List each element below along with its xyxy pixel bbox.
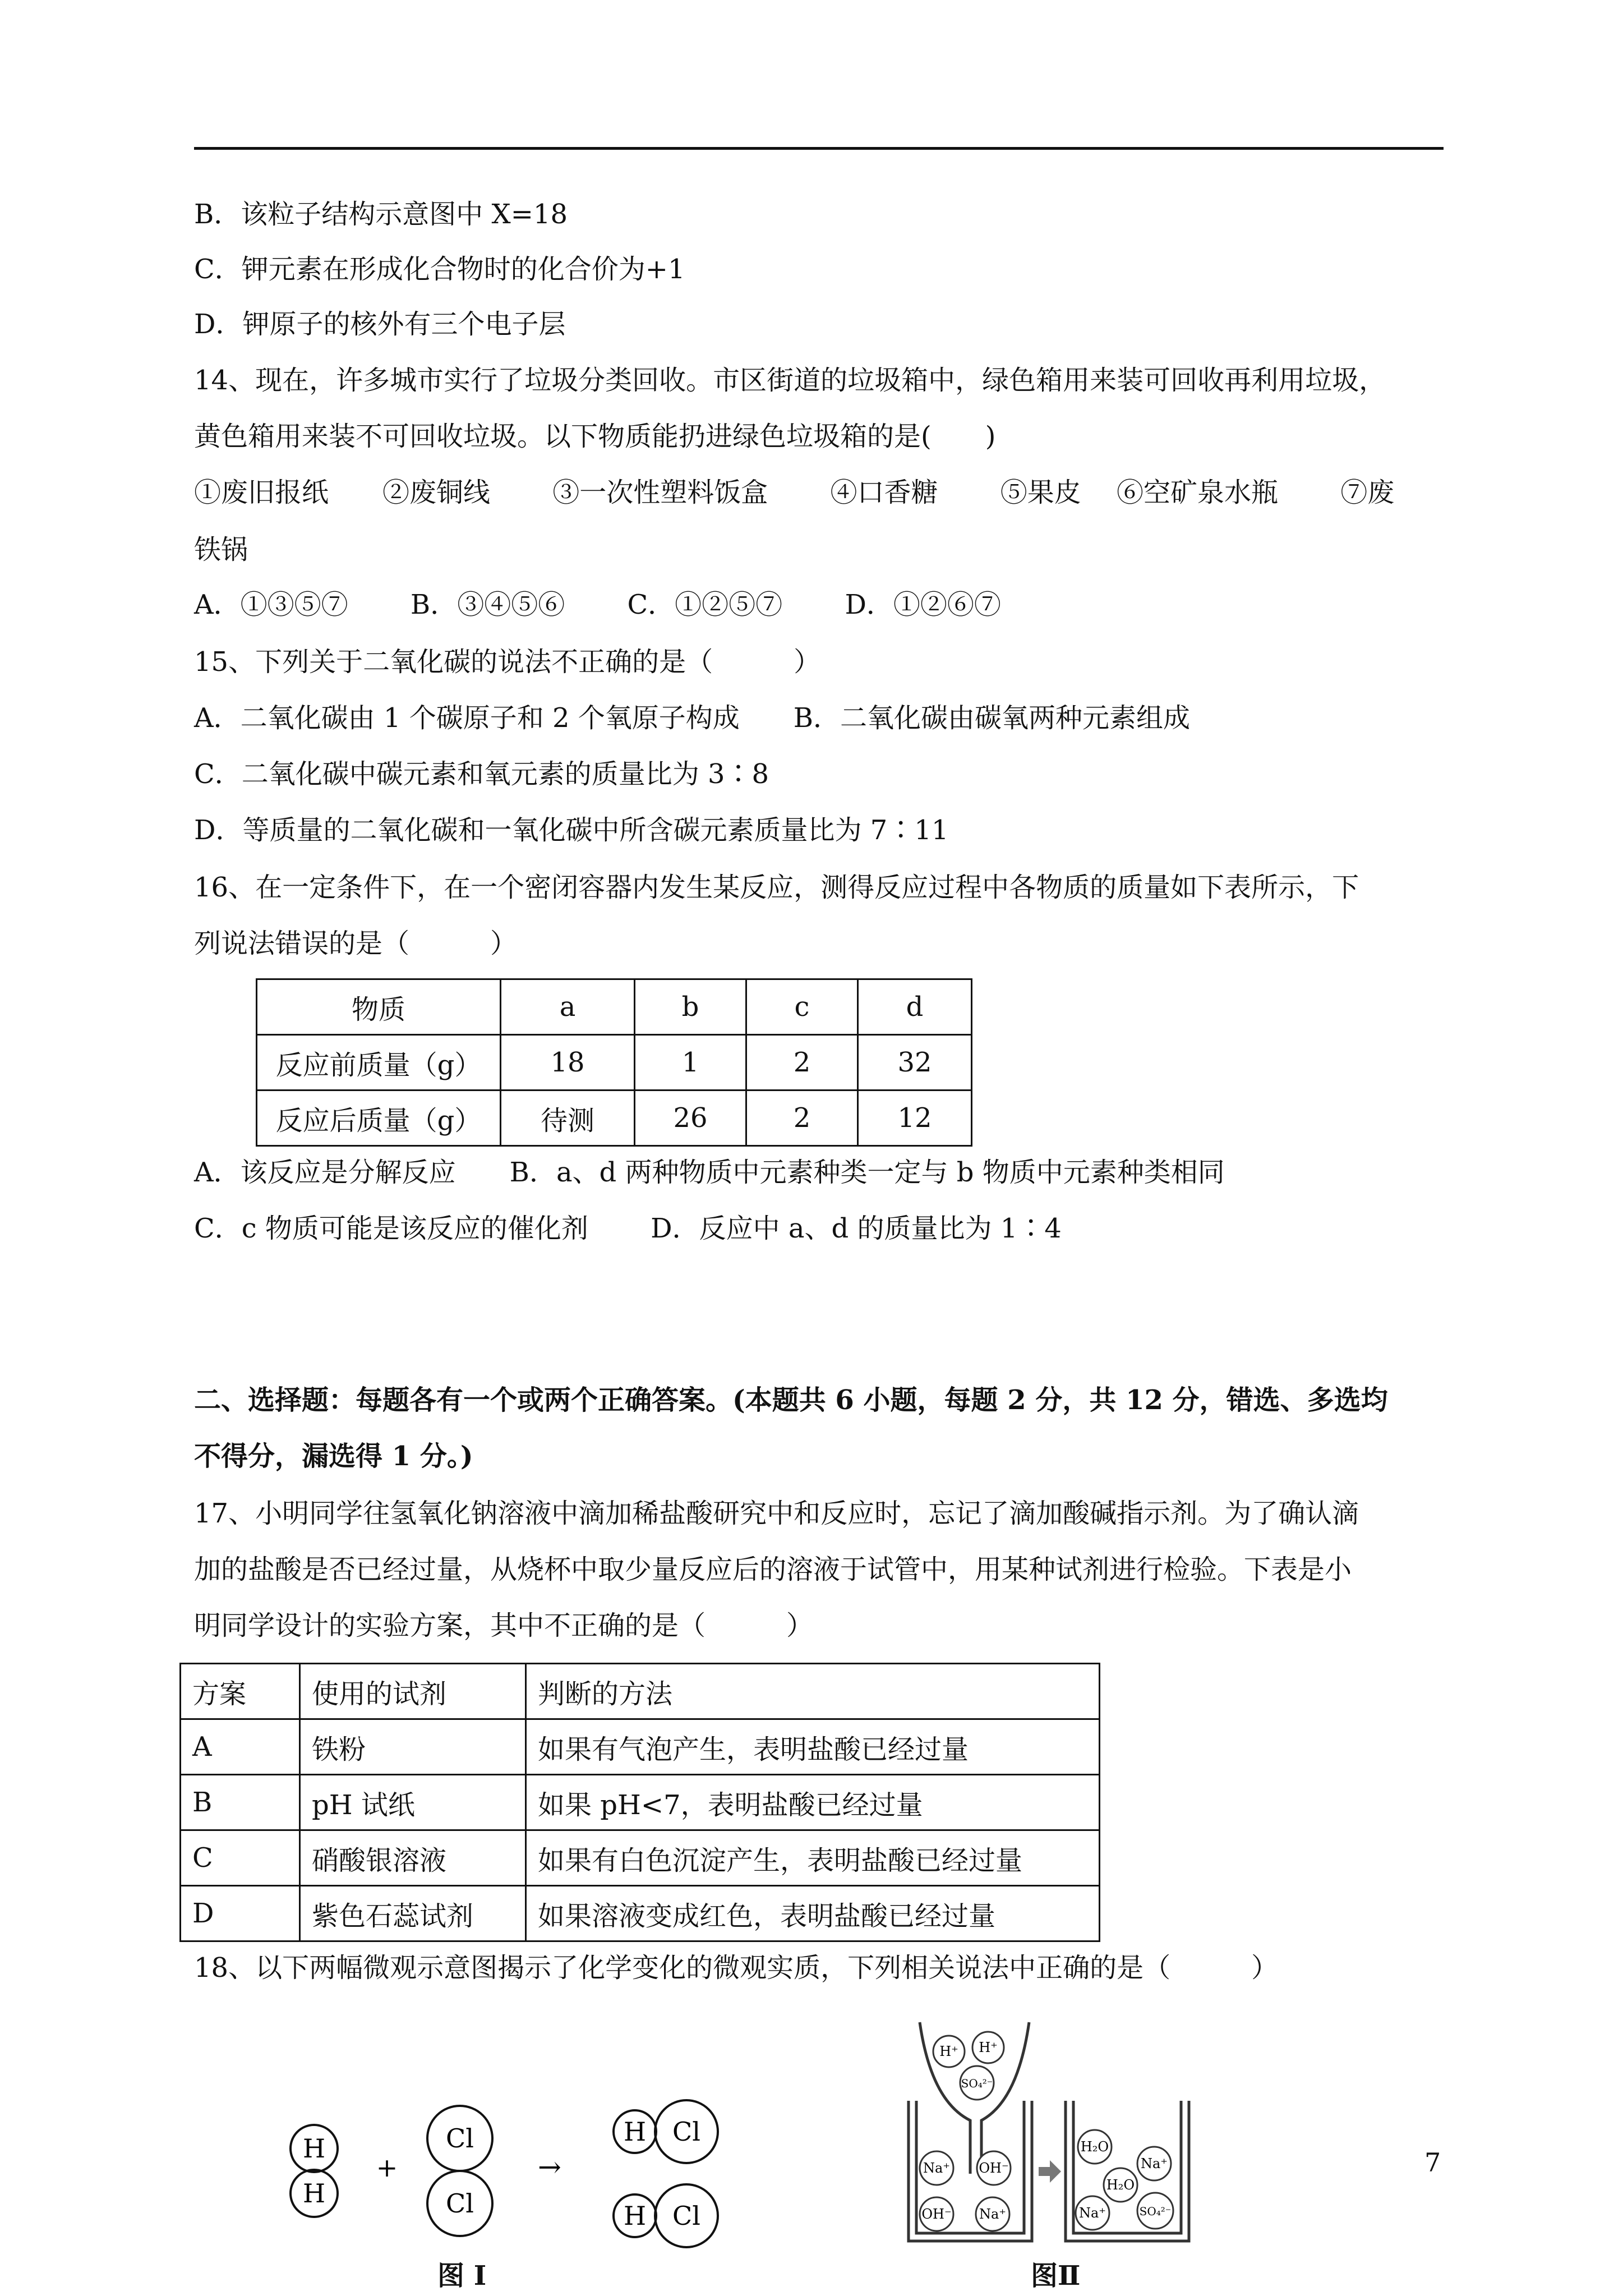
table-cell: D [181,1886,300,1941]
q14-stem-line1: 14、现在，许多城市实行了垃圾分类回收。市区街道的垃圾箱中，绿色箱用来装可回收再利用垃圾， [194,365,1386,396]
chlorine-molecule [427,2106,492,2236]
table-header-row [257,979,972,1035]
table-cell: 紫色石蕊试剂 [300,1886,526,1941]
table-cell: 反应后质量（g） [257,1091,501,1146]
plus-sign: + [376,2152,398,2183]
table-cell: 硝酸银溶液 [300,1830,526,1886]
table-cell: 物质 [257,979,501,1035]
figure1-caption: 图 I [437,2260,487,2292]
q16-mass-table [256,978,972,1147]
ion-label: Na⁺ [1079,2205,1106,2221]
atom-label: Cl [446,2123,474,2154]
table-cell: B [181,1775,300,1830]
table-cell: c [746,979,858,1035]
table-cell: 1 [635,1035,746,1091]
q18-stem: 18、以下两幅微观示意图揭示了化学变化的微观实质，下列相关说法中正确的是（ ） [194,1952,1279,1984]
q15-option-c: C．二氧化碳中碳元素和氧元素的质量比为 3∶8 [194,758,769,790]
figure2-caption: 图Ⅱ [1031,2260,1081,2292]
atom-label: Cl [446,2188,474,2219]
table-cell: 12 [858,1091,972,1146]
q16-options-cd: C．c 物质可能是该反应的催化剂 D．反应中 a、d 的质量比为 1∶4 [194,1213,1062,1244]
ion-label: SO₄²⁻ [1139,2205,1172,2218]
ion-label: SO₄²⁻ [961,2077,993,2090]
table-cell: 反应前质量（g） [257,1035,501,1091]
table-cell: 判断的方法 [526,1664,1100,1719]
q14-items-line2: 铁锅 [194,534,248,565]
q16-stem-line2: 列说法错误的是（ ） [194,928,518,959]
q17-stem-line2: 加的盐酸是否已经过量，从烧杯中取少量反应后的溶液于试管中，用某种试剂进行检验。下表是小 [194,1554,1352,1585]
ion-label: Na⁺ [979,2206,1006,2222]
table-cell: 2 [746,1035,858,1091]
atom-label: Cl [672,2201,700,2231]
table-cell: 18 [501,1035,635,1091]
ion-label: Na⁺ [1141,2156,1168,2171]
table-cell: 如果 pH<7，表明盐酸已经过量 [526,1775,1100,1830]
table-cell: 使用的试剂 [300,1664,526,1719]
q14-stem-line2: 黄色箱用来装不可回收垃圾。以下物质能扔进绿色垃圾箱的是( ) [194,421,996,452]
table-row [181,1719,1100,1775]
table-cell: 铁粉 [300,1719,526,1775]
q16-stem-line1: 16、在一定条件下，在一个密闭容器内发生某反应，测得反应过程中各物质的质量如下表所示，下 [194,872,1359,903]
q13-option-d: D．钾原子的核外有三个电子层 [194,309,566,340]
header-rule [194,147,1444,150]
ion-label: H₂O [1080,2139,1109,2155]
q13-option-c: C．钾元素在形成化合物时的化合价为+1 [194,254,685,285]
q15-stem: 15、下列关于二氧化碳的说法不正确的是（ ） [194,646,821,678]
page-number: 7 [1424,2147,1441,2178]
atom-label: H [623,2201,647,2231]
ion-label: H⁺ [979,2040,998,2055]
table-cell: 如果有气泡产生，表明盐酸已经过量 [526,1719,1100,1775]
figure2-neutralization-diagram [897,2017,1211,2252]
table-cell: 26 [635,1091,746,1146]
section2-heading-line2: 不得分，漏选得 1 分。) [194,1441,473,1472]
funnel-ions [933,2032,1004,2100]
ion-label: Na⁺ [923,2160,950,2176]
hcl-molecule [614,2100,718,2163]
table-cell: A [181,1719,300,1775]
atom-label: H [302,2178,326,2208]
atom-label: H [623,2116,647,2147]
q15-options-ab: A．二氧化碳由 1 个碳原子和 2 个氧原子构成 B．二氧化碳由碳氧两种元素组成 [194,702,1191,734]
table-cell: 待测 [501,1091,635,1146]
table-cell: 方案 [181,1664,300,1719]
figure1-molecule-diagram [275,2098,757,2266]
ion-label: OH⁻ [921,2206,952,2222]
ion-label: H₂O [1106,2177,1135,2193]
hcl-molecule [614,2184,718,2247]
table-cell: d [858,979,972,1035]
q17-stem-line3: 明同学设计的实验方案，其中不正确的是（ ） [194,1610,814,1641]
hydrogen-molecule [291,2125,338,2217]
table-cell: 32 [858,1035,972,1091]
table-header-row [181,1664,1100,1719]
ion-label: OH⁻ [979,2160,1009,2176]
table-row [181,1830,1100,1886]
table-row [181,1775,1100,1830]
atom-label: Cl [672,2116,700,2147]
q17-plan-table [179,1663,1100,1942]
right-beaker-ions [1076,2130,1173,2230]
table-cell: 如果溶液变成红色，表明盐酸已经过量 [526,1886,1100,1941]
q14-options: A．①③⑤⑦ B．③④⑤⑥ C．①②⑤⑦ D．①②⑥⑦ [194,589,1001,620]
section2-heading-line1: 二、选择题：每题各有一个或两个正确答案。(本题共 6 小题，每题 2 分，共 12 分，错选、多选均 [194,1384,1388,1416]
q16-options-ab: A．该反应是分解反应 B．a、d 两种物质中元素种类一定与 b 物质中元素种类相同 [194,1157,1225,1188]
q13-option-b: B．该粒子结构示意图中 X=18 [194,199,568,230]
table-cell: b [635,979,746,1035]
q14-items-line1: ①废旧报纸 ②废铜线 ③一次性塑料饭盒 ④口香糖 ⑤果皮 ⑥空矿泉水瓶 ⑦废 [194,477,1395,508]
table-cell: 如果有白色沉淀产生，表明盐酸已经过量 [526,1830,1100,1886]
table-cell: C [181,1830,300,1886]
table-cell: 2 [746,1091,858,1146]
table-cell: a [501,979,635,1035]
left-beaker-ions [920,2151,1011,2231]
reaction-arrow: → [538,2151,561,2183]
ion-label: H⁺ [939,2044,958,2059]
table-cell: pH 试纸 [300,1775,526,1830]
q17-stem-line1: 17、小明同学往氢氧化钠溶液中滴加稀盐酸研究中和反应时，忘记了滴加酸碱指示剂。为了确认滴 [194,1498,1359,1529]
table-row [257,1091,972,1146]
arrow-icon [1039,2160,1061,2183]
q15-option-d: D．等质量的二氧化碳和一氧化碳中所含碳元素质量比为 7∶11 [194,815,949,846]
atom-label: H [302,2133,326,2164]
table-row [257,1035,972,1091]
table-row [181,1886,1100,1941]
